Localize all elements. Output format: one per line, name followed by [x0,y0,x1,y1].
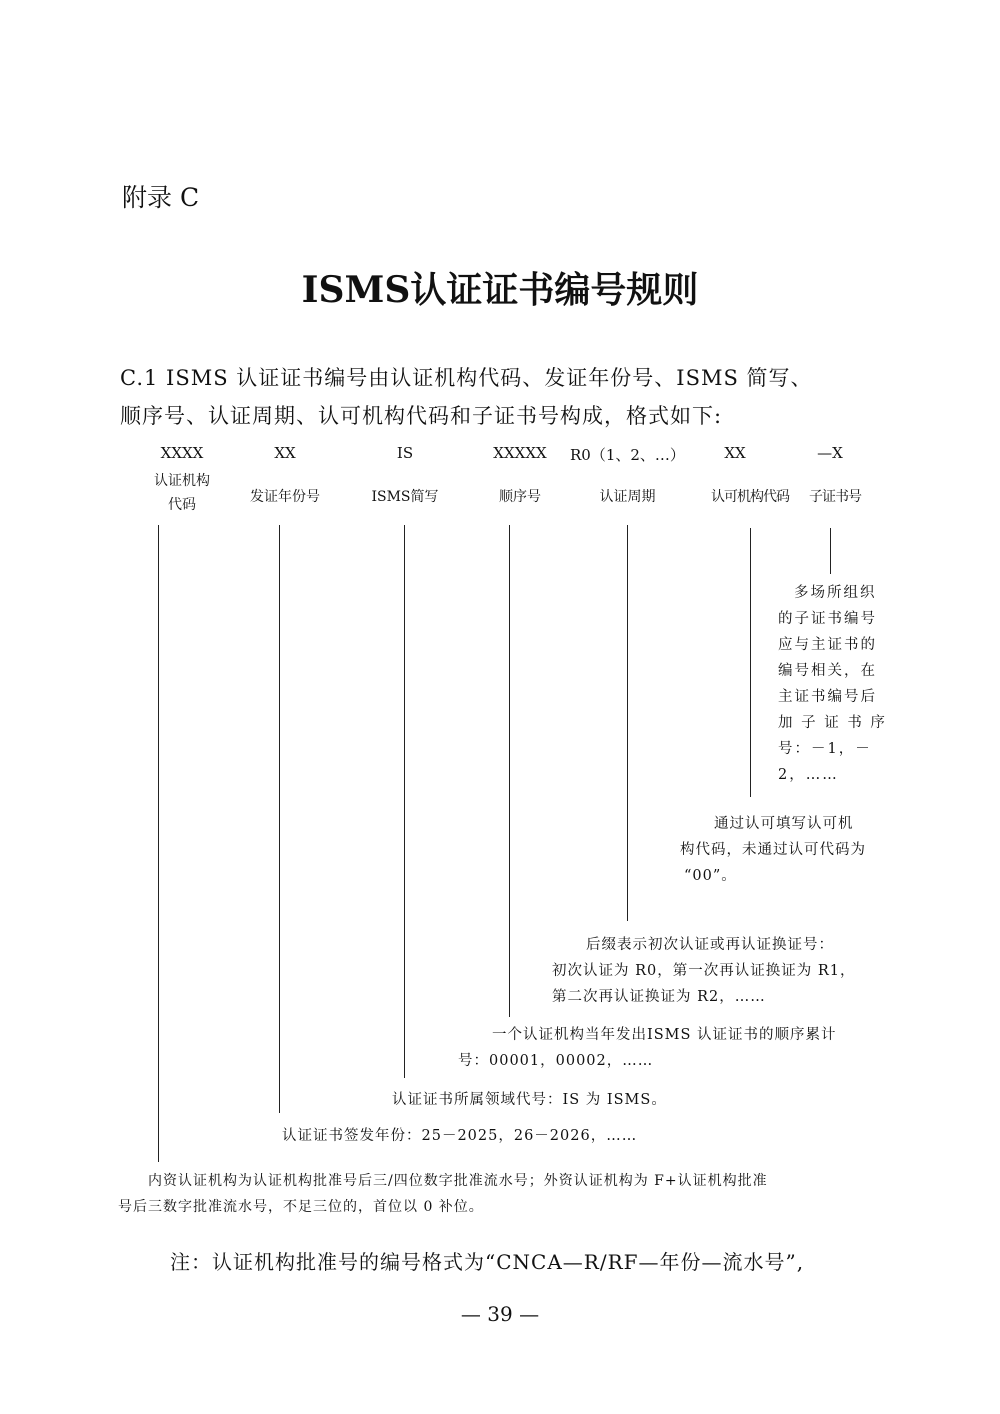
connector-line-sub-cert [830,528,831,574]
connector-line-year [279,525,280,1113]
connector-line-isms [404,525,405,1078]
connector-line-sequence [509,525,510,1017]
footnote: 注：认证机构批准号的编号格式为“CNCA—R/RF—年份—流水号”, [170,1250,805,1274]
domain-explanation: 认证证书所属领域代号：IS 为 ISMS。 [392,1092,667,1108]
intro-line-1: C.1 ISMS 认证证书编号由认证机构代码、发证年份号、ISMS 简写、 [120,366,813,390]
sequence-explanation: 一个认证机构当年发出ISMS 认证证书的顺序累计 号：00001，00002，…… [458,1027,837,1069]
intro-line-2: 顺序号、认证周期、认可机构代码和子证书号构成，格式如下: [120,404,723,428]
label-cert-body-2: 代码 [168,497,196,513]
code-accreditation: XX [724,444,746,462]
code-cert-body: XXXX [160,444,204,462]
label-sub-cert: 子证书号 [809,489,861,505]
page-title: ISMS认证证书编号规则 [301,269,699,311]
page-number: — 39 — [460,1302,540,1326]
cycle-explanation: 后缀表示初次认证或再认证换证号： 初次认证为 R0，第一次再认证换证为 R1， 第二次再认证换证为 R2，…… [552,937,856,1005]
code-sequence: XXXXX [493,444,547,462]
label-year: 发证年份号 [250,489,320,505]
label-cycle: 认证周期 [599,489,656,505]
label-sequence: 顺序号 [499,489,541,505]
label-accreditation: 认可机构代码 [711,489,789,505]
appendix-label: 附录 C [122,183,200,212]
cert-body-explanation: 内资认证机构为认证机构批准号后三/四位数字批准流水号；外资认证机构为 F+认证机构批准 号后三数字批准流水号，不足三位的，首位以 0 补位。 [118,1173,768,1215]
code-year: XX [274,444,296,462]
code-sub-cert: —X [817,444,843,462]
label-isms: ISMS简写 [371,489,439,505]
sub-cert-explanation: 多场所组织 的子证书编号 应与主证书的 编号相关，在 主证书编号后 加 子 证 书 序 号：－1，－ 2，…… [778,585,887,783]
label-cert-body-1: 认证机构 [154,473,210,489]
connector-line-cert-body [158,525,159,1162]
code-cycle: R0（1、2、…） [570,446,685,464]
year-explanation: 认证证书签发年份：25－2025，26－2026，…… [282,1128,638,1144]
connector-line-accreditation [750,528,751,797]
connector-line-cycle [627,525,628,921]
code-isms: IS [396,444,414,462]
accreditation-explanation: 通过认可填写认可机 构代码，未通过认可代码为 “00”。 [680,816,866,884]
